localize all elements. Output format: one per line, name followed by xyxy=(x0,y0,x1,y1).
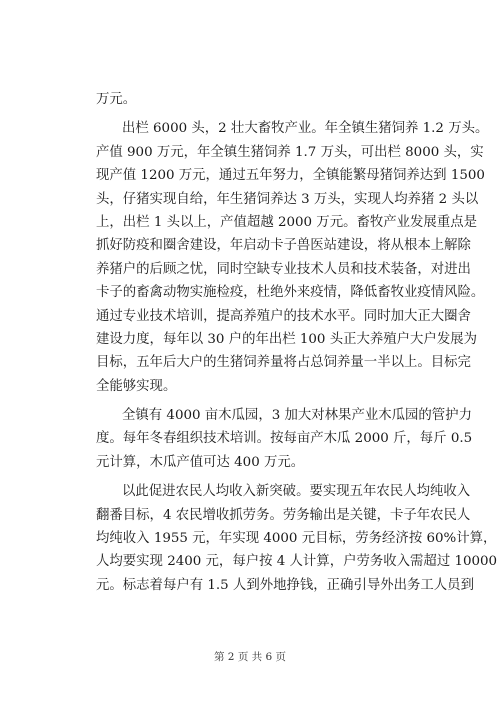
text-line: 全能够实现。 xyxy=(96,378,177,394)
text-line: 目标，五年后大户的生猪饲养量将占总饲养量一半以上。目标完 xyxy=(96,355,471,371)
text-line: 上，出栏 1 头以上，产值超越 2000 万元。畜牧产业发展重点是 xyxy=(96,214,477,230)
paragraph-start-line: 出栏 6000 头，2 壮大畜牧产业。年全镇生猪饲养 1.2 万头。 xyxy=(122,121,489,137)
document-body xyxy=(96,88,498,597)
text-line: 元计算，木瓜产值可达 400 万元。 xyxy=(96,454,305,470)
text-line: 头，仔猪实现自给，年生猪饲养达 3 万头，实现人均养猪 2 头以 xyxy=(96,191,479,207)
paragraph-start-line: 以此促进农民人均收入新突破。要实现五年农民人均纯收入 xyxy=(122,484,471,500)
text-line: 卡子的畜禽动物实施检疫，杜绝外来疫情，降低畜牧业疫情风险。 xyxy=(96,285,485,301)
text-line: 万元。 xyxy=(96,92,137,107)
text-line: 翻番目标，4 农民增收抓劳务。劳务输出是关键，卡子年农民人 xyxy=(96,507,471,523)
text-line: 建设力度，每年以 30 户的年出栏 100 头正大养殖户大户发展为 xyxy=(96,331,477,347)
text-line: 度。每年冬春组织技术培训。按每亩产木瓜 2000 斤，每斤 0.5 xyxy=(96,431,473,447)
text-line: 人均要实现 2400 元，每户按 4 人计算，户劳务收入需超过 10000 xyxy=(96,554,498,570)
text-line: 均纯收入 1955 元，年实现 4000 元目标，劳务经济按 60%计算， xyxy=(96,531,497,547)
page-number-footer: 第 2 页 共 6 页 xyxy=(213,651,287,663)
text-line: 产值 900 万元，年全镇生猪饲养 1.7 万头，可出栏 8000 头，实 xyxy=(96,144,484,160)
text-line: 现产值 1200 万元，通过五年努力，全镇能繁母猪饲养达到 1500 xyxy=(96,168,485,184)
text-line: 元。标志着每户有 1.5 人到外地挣钱，正确引导外出务工人员到 xyxy=(96,577,474,593)
text-line: 养猪户的后顾之忧，同时空缺专业技术人员和技术装备，对进出 xyxy=(96,261,471,277)
text-line: 通过专业技术培训，提高养殖户的技术水平。同时加大正大圈舍 xyxy=(96,308,471,324)
text-line: 抓好防疫和圈舍建设，年启动卡子兽医站建设，将从根本上解除 xyxy=(96,238,471,254)
paragraph-start-line: 全镇有 4000 亩木瓜园，3 加大对林果产业木瓜园的管护力 xyxy=(122,408,472,424)
